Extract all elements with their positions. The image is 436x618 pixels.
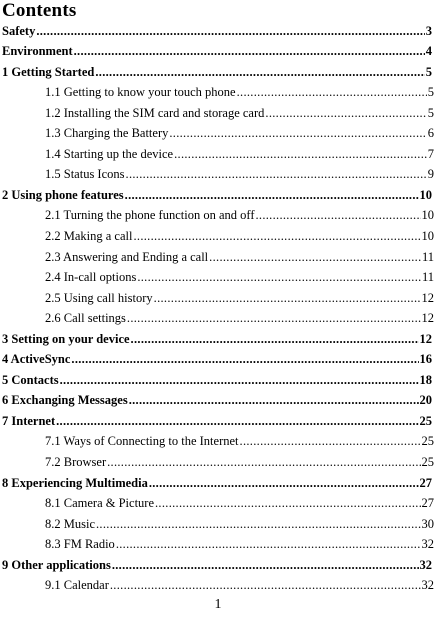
- toc-entry-line: [45, 205, 434, 226]
- toc-entry[interactable]: [0, 308, 436, 329]
- toc-entry-line: [2, 20, 432, 41]
- toc-entry-page: 4: [425, 44, 432, 59]
- toc-entry[interactable]: [0, 369, 436, 390]
- toc-entry-page: 12: [419, 331, 432, 346]
- toc-entry-line: [45, 123, 434, 144]
- toc-dot-leader: [95, 65, 424, 79]
- toc-dot-leader: [131, 332, 419, 346]
- toc-entry-page: 25: [421, 434, 434, 449]
- toc-entry-page: 20: [419, 393, 432, 408]
- toc-entry-line: [45, 493, 434, 514]
- toc-entry-page: 11: [421, 249, 434, 264]
- toc-entry-title: 8.2 Music: [45, 516, 95, 531]
- toc-entry[interactable]: [0, 246, 436, 267]
- toc-entry-title: 7.1 Ways of Connecting to the Internet: [45, 434, 239, 449]
- toc-dot-leader: [174, 147, 427, 161]
- toc-entry-title: 5 Contacts: [2, 372, 59, 387]
- toc-title: Contents: [2, 0, 77, 21]
- toc-entry-title: 2.6 Call settings: [45, 311, 126, 326]
- toc-entry[interactable]: [0, 575, 436, 596]
- toc-dot-leader: [255, 208, 420, 222]
- toc-dot-leader: [169, 126, 426, 140]
- toc-entry-title: 2.2 Making a call: [45, 229, 133, 244]
- toc-entry[interactable]: [0, 513, 436, 534]
- toc-entry[interactable]: [0, 431, 436, 452]
- toc-entry-line: [2, 554, 432, 575]
- toc-dot-leader: [126, 167, 427, 181]
- toc-entry[interactable]: [0, 41, 436, 62]
- toc-entry-title: 6 Exchanging Messages: [2, 393, 128, 408]
- toc-entry-title: Safety: [2, 23, 36, 38]
- toc-dot-leader: [127, 311, 421, 325]
- toc-dot-leader: [60, 373, 419, 387]
- toc-entry[interactable]: [0, 472, 436, 493]
- toc-entry[interactable]: [0, 287, 436, 308]
- toc-entry-line: [45, 287, 434, 308]
- toc-dot-leader: [154, 291, 421, 305]
- toc-entry[interactable]: [0, 164, 436, 185]
- toc-entry-line: [45, 246, 434, 267]
- toc-entry[interactable]: [0, 20, 436, 41]
- toc-entry-page: 32: [419, 557, 432, 572]
- toc-entry-title: 2.5 Using call history: [45, 290, 153, 305]
- toc-entry-line: [45, 575, 434, 596]
- toc-entry-line: [2, 184, 432, 205]
- toc-entry-title: 7 Internet: [2, 413, 56, 428]
- toc-entry-title: 3 Setting on your device: [2, 331, 130, 346]
- page-number: 1: [214, 597, 222, 612]
- toc-entry-page: 32: [421, 537, 434, 552]
- toc-entry-page: 11: [421, 270, 434, 285]
- toc-entry-title: 9 Other applications: [2, 557, 111, 572]
- toc-dot-leader: [265, 106, 426, 120]
- toc-entry-page: 25: [421, 455, 434, 470]
- toc-entry-line: [45, 534, 434, 555]
- toc-entry-title: 9.1 Calendar: [45, 578, 109, 593]
- toc-entry[interactable]: [0, 82, 436, 103]
- toc-entry-title: Environment: [2, 44, 73, 59]
- toc-dot-leader: [209, 250, 421, 264]
- toc-entry-line: [45, 164, 434, 185]
- toc-entry-page: 27: [419, 475, 432, 490]
- toc-entry-page: 10: [421, 229, 434, 244]
- toc-entry-line: [45, 308, 434, 329]
- toc-entry-page: 10: [421, 208, 434, 223]
- toc-entry-line: [45, 431, 434, 452]
- toc-entry[interactable]: [0, 451, 436, 472]
- toc-entry-line: [2, 61, 432, 82]
- toc-entry-title: 1 Getting Started: [2, 64, 95, 79]
- toc-dot-leader: [129, 393, 419, 407]
- toc-dot-leader: [110, 578, 421, 592]
- toc-entry-page: 30: [421, 516, 434, 531]
- toc-entry-line: [2, 410, 432, 431]
- toc-entry-title: 8 Experiencing Multimedia: [2, 475, 148, 490]
- toc-dot-leader: [237, 85, 427, 99]
- toc-entry-title: 2 Using phone features: [2, 187, 124, 202]
- toc-list: [0, 20, 436, 595]
- toc-dot-leader: [155, 496, 421, 510]
- toc-dot-leader: [71, 352, 418, 366]
- toc-dot-leader: [116, 537, 421, 551]
- toc-entry-title: 1.3 Charging the Battery: [45, 126, 169, 141]
- toc-entry-page: 12: [421, 311, 434, 326]
- toc-entry-title: 4 ActiveSync: [2, 352, 71, 367]
- toc-entry[interactable]: [0, 390, 436, 411]
- toc-entry-title: 8.1 Camera & Picture: [45, 496, 154, 511]
- toc-entry[interactable]: [0, 493, 436, 514]
- toc-entry[interactable]: [0, 102, 436, 123]
- toc-entry-title: 1.5 Status Icons: [45, 167, 125, 182]
- toc-entry-title: 1.1 Getting to know your touch phone: [45, 85, 236, 100]
- toc-dot-leader: [125, 188, 419, 202]
- toc-entry-line: [2, 390, 432, 411]
- toc-entry[interactable]: [0, 554, 436, 575]
- toc-entry-line: [2, 349, 432, 370]
- toc-entry[interactable]: [0, 143, 436, 164]
- toc-entry[interactable]: [0, 123, 436, 144]
- toc-entry-page: 5: [425, 64, 432, 79]
- toc-dot-leader: [74, 44, 425, 58]
- toc-dot-leader: [107, 455, 420, 469]
- toc-entry-line: [45, 513, 434, 534]
- toc-entry-line: [45, 267, 434, 288]
- toc-entry[interactable]: [0, 534, 436, 555]
- toc-entry-page: 32: [421, 578, 434, 593]
- toc-entry-page: 27: [421, 496, 434, 511]
- toc-entry-line: [45, 225, 434, 246]
- toc-entry[interactable]: [0, 267, 436, 288]
- toc-entry[interactable]: [0, 349, 436, 370]
- toc-entry-line: [2, 369, 432, 390]
- toc-entry-line: [45, 451, 434, 472]
- toc-entry[interactable]: [0, 61, 436, 82]
- toc-dot-leader: [112, 558, 419, 572]
- toc-entry[interactable]: [0, 410, 436, 431]
- toc-entry-line: [2, 472, 432, 493]
- toc-dot-leader: [56, 414, 418, 428]
- toc-dot-leader: [133, 229, 420, 243]
- toc-entry[interactable]: [0, 328, 436, 349]
- toc-entry-page: 5: [427, 85, 434, 100]
- toc-entry-page: 5: [427, 105, 434, 120]
- toc-entry-page: 18: [419, 372, 432, 387]
- toc-entry-page: 16: [419, 352, 432, 367]
- toc-dot-leader: [149, 476, 419, 490]
- toc-entry-title: 1.2 Installing the SIM card and storage card: [45, 105, 265, 120]
- toc-entry[interactable]: [0, 184, 436, 205]
- toc-entry[interactable]: [0, 205, 436, 226]
- toc-dot-leader: [96, 517, 421, 531]
- toc-entry-page: 9: [427, 167, 434, 182]
- toc-entry-title: 2.4 In-call options: [45, 270, 137, 285]
- toc-entry-line: [45, 143, 434, 164]
- toc-entry-page: 7: [427, 146, 434, 161]
- toc-entry-line: [45, 82, 434, 103]
- toc-entry-page: 12: [421, 290, 434, 305]
- toc-entry-line: [45, 102, 434, 123]
- toc-entry-title: 8.3 FM Radio: [45, 537, 115, 552]
- toc-entry-title: 1.4 Starting up the device: [45, 146, 174, 161]
- toc-dot-leader: [137, 270, 421, 284]
- toc-entry-page: 3: [425, 23, 432, 38]
- toc-entry-title: 7.2 Browser: [45, 455, 107, 470]
- toc-entry-line: [2, 328, 432, 349]
- toc-entry-page: 6: [427, 126, 434, 141]
- toc-dot-leader: [240, 434, 421, 448]
- toc-entry-title: 2.1 Turning the phone function on and off: [45, 208, 255, 223]
- toc-entry[interactable]: [0, 225, 436, 246]
- toc-entry-page: 25: [419, 413, 432, 428]
- toc-dot-leader: [36, 24, 424, 38]
- toc-entry-title: 2.3 Answering and Ending a call: [45, 249, 209, 264]
- toc-entry-page: 10: [419, 187, 432, 202]
- toc-entry-line: [2, 41, 432, 62]
